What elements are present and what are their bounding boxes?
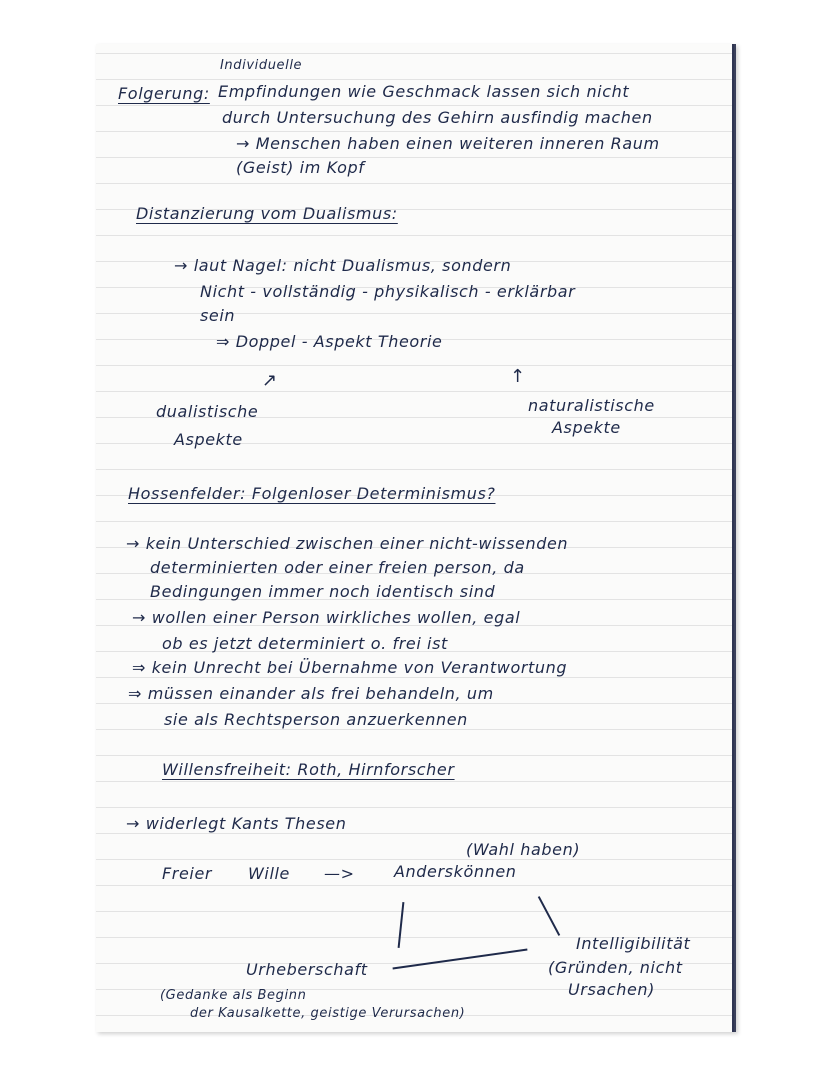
note-line: der Kausalkette, geistige Verursachen) — [190, 1006, 466, 1021]
note-line: (Gründen, nicht — [548, 958, 683, 977]
note-line: ob es jetzt determiniert o. frei ist — [162, 634, 448, 653]
heading-hossenfelder: Hossenfelder: Folgenloser Determinismus? — [128, 484, 496, 503]
note-line: (Gedanke als Beginn — [160, 988, 307, 1003]
note-line: Ursachen) — [568, 980, 655, 999]
note-line: sein — [200, 306, 236, 325]
note-line: durch Untersuchung des Gehirn ausfindig machen — [222, 108, 653, 127]
note-arrow: —> — [324, 864, 355, 883]
note-line: Empfindungen wie Geschmack lassen sich nicht — [218, 82, 630, 101]
note-word: Freier — [162, 864, 213, 883]
note-line: Aspekte — [174, 430, 243, 449]
note-line: dualistische — [156, 402, 259, 421]
note-line: Bedingungen immer noch identisch sind — [150, 582, 496, 601]
note-line: determinierten oder einer freien person, da — [150, 558, 525, 577]
connector-line — [393, 949, 528, 970]
note-word: Anderskönnen — [394, 862, 517, 881]
note-line: (Wahl haben) — [466, 840, 581, 859]
note-line: → Menschen haben einen weiteren inneren Raum — [236, 134, 660, 153]
note-line: ⇒ kein Unrecht bei Übernahme von Verantwortung — [132, 658, 568, 677]
connector-line — [398, 902, 405, 948]
connector-line — [538, 896, 560, 936]
note-line: → widerlegt Kants Thesen — [126, 814, 347, 833]
note-line: → kein Unterschied zwischen einer nicht-wissenden — [126, 534, 569, 553]
note-word-individuelle: Individuelle — [220, 58, 303, 73]
folgerung-label: Folgerung: — [118, 84, 210, 103]
note-line: Urheberschaft — [246, 960, 368, 979]
heading-willensfreiheit: Willensfreiheit: Roth, Hirnforscher — [162, 760, 455, 779]
heading-distanzierung: Distanzierung vom Dualismus: — [136, 204, 398, 223]
note-line: Aspekte — [552, 418, 621, 437]
note-line: naturalistische — [528, 396, 655, 415]
note-line: ⇒ Doppel - Aspekt Theorie — [216, 332, 443, 351]
notebook-page — [96, 44, 736, 1032]
note-line: sie als Rechtsperson anzuerkennen — [164, 710, 468, 729]
arrow-up-right-icon: ↗ — [262, 370, 278, 391]
note-word: Wille — [248, 864, 290, 883]
notebook-spine — [732, 44, 736, 1032]
note-line: ⇒ müssen einander als frei behandeln, um — [128, 684, 494, 703]
arrow-up-icon: ↑ — [510, 366, 526, 387]
note-line: (Geist) im Kopf — [236, 158, 365, 177]
note-line: → wollen einer Person wirkliches wollen, egal — [132, 608, 521, 627]
note-line: → laut Nagel: nicht Dualismus, sondern — [174, 256, 512, 275]
note-line: Nicht - vollständig - physikalisch - erklärbar — [200, 282, 576, 301]
note-line: Intelligibilität — [576, 934, 691, 953]
